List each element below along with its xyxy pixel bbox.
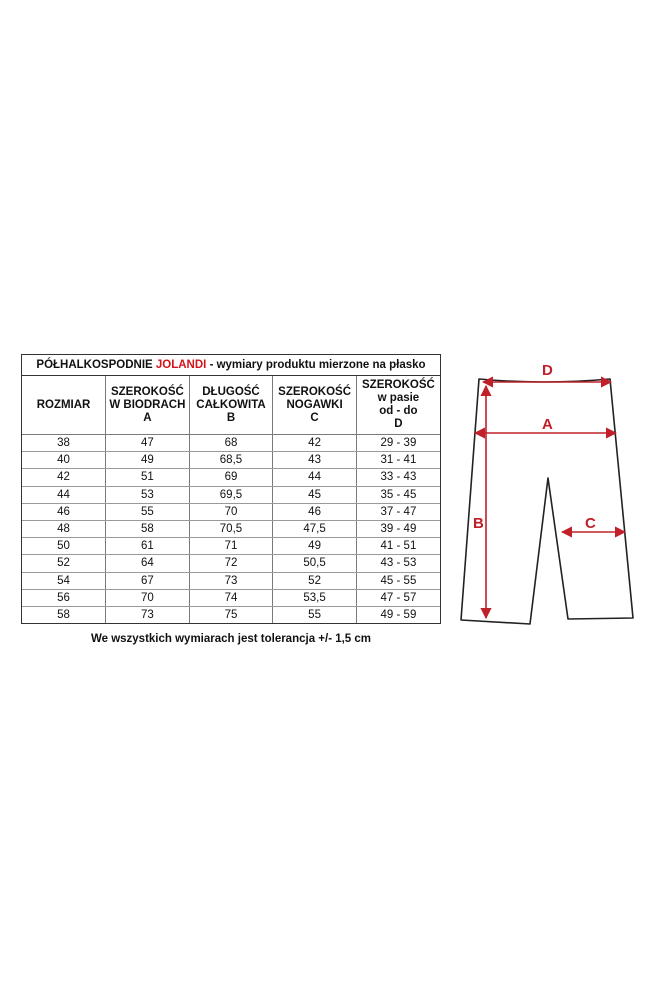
table-cell: 67 bbox=[106, 572, 190, 589]
column-header-line: od - do bbox=[379, 405, 418, 417]
column-header-line: CAŁKOWITA bbox=[196, 398, 266, 411]
table-cell: 31 - 41 bbox=[356, 452, 440, 469]
chart-title bbox=[22, 355, 440, 376]
column-header-line: SZEROKOŚĆ bbox=[110, 385, 184, 398]
table-row bbox=[22, 503, 440, 520]
table-row bbox=[22, 486, 440, 503]
table-cell: 56 bbox=[22, 589, 106, 606]
table-row bbox=[22, 606, 440, 623]
title-prefix: PÓŁHALKOSPODNIE bbox=[36, 359, 156, 371]
table-cell: 46 bbox=[22, 503, 106, 520]
table-cell: 43 bbox=[273, 452, 357, 469]
table-cell: 50 bbox=[22, 538, 106, 555]
table-row bbox=[22, 572, 440, 589]
table-cell: 49 bbox=[273, 538, 357, 555]
column-header-line: A bbox=[143, 411, 152, 424]
table-cell: 29 - 39 bbox=[356, 435, 440, 452]
table-cell: 53 bbox=[106, 486, 190, 503]
table-cell: 46 bbox=[273, 503, 357, 520]
label-b: B bbox=[473, 515, 484, 532]
table-cell: 64 bbox=[106, 555, 190, 572]
table-cell: 72 bbox=[189, 555, 273, 572]
table-cell: 44 bbox=[273, 469, 357, 486]
column-header-2 bbox=[189, 376, 273, 435]
table-cell: 47 bbox=[106, 435, 190, 452]
table-cell: 52 bbox=[22, 555, 106, 572]
trousers-diagram bbox=[445, 354, 650, 639]
column-header-4 bbox=[356, 376, 440, 435]
table-row bbox=[22, 452, 440, 469]
table-row bbox=[22, 469, 440, 486]
table-cell: 58 bbox=[22, 606, 106, 623]
table-cell: 43 - 53 bbox=[356, 555, 440, 572]
table-cell: 50,5 bbox=[273, 555, 357, 572]
table-cell: 42 bbox=[273, 435, 357, 452]
table-cell: 73 bbox=[189, 572, 273, 589]
table-cell: 68,5 bbox=[189, 452, 273, 469]
table-row bbox=[22, 589, 440, 606]
column-header-line: B bbox=[226, 411, 236, 424]
column-header-line: w pasie bbox=[377, 392, 420, 404]
label-d: D bbox=[542, 362, 553, 379]
table-cell: 70,5 bbox=[189, 520, 273, 537]
column-header-line: SZEROKOŚĆ bbox=[278, 385, 351, 398]
table-cell: 71 bbox=[189, 538, 273, 555]
column-header-line: W BIODRACH bbox=[109, 398, 186, 411]
tolerance-note: We wszystkich wymiarach jest tolerancja +/- 1,5 cm bbox=[90, 633, 372, 645]
table-cell: 44 bbox=[22, 486, 106, 503]
table-cell: 54 bbox=[22, 572, 106, 589]
table-cell: 48 bbox=[22, 520, 106, 537]
table-cell: 69,5 bbox=[189, 486, 273, 503]
column-header-line: NOGAWKI bbox=[286, 398, 343, 411]
column-header-line: ROZMIAR bbox=[36, 398, 91, 411]
column-header-3 bbox=[273, 376, 357, 435]
size-table bbox=[22, 376, 440, 623]
table-cell: 53,5 bbox=[273, 589, 357, 606]
table-cell: 70 bbox=[106, 589, 190, 606]
table-cell: 70 bbox=[189, 503, 273, 520]
table-body bbox=[22, 435, 440, 624]
table-cell: 38 bbox=[22, 435, 106, 452]
column-header-line: SZEROKOŚĆ bbox=[362, 379, 435, 391]
title-brand: JOLANDI bbox=[155, 359, 207, 371]
table-cell: 69 bbox=[189, 469, 273, 486]
table-cell: 51 bbox=[106, 469, 190, 486]
label-c: C bbox=[585, 515, 596, 532]
table-cell: 73 bbox=[106, 606, 190, 623]
table-cell: 40 bbox=[22, 452, 106, 469]
table-cell: 49 bbox=[106, 452, 190, 469]
table-cell: 35 - 45 bbox=[356, 486, 440, 503]
table-cell: 75 bbox=[189, 606, 273, 623]
size-chart-table bbox=[21, 354, 441, 624]
table-cell: 58 bbox=[106, 520, 190, 537]
table-cell: 33 - 43 bbox=[356, 469, 440, 486]
table-cell: 41 - 51 bbox=[356, 538, 440, 555]
table-cell: 39 - 49 bbox=[356, 520, 440, 537]
table-cell: 47,5 bbox=[273, 520, 357, 537]
table-cell: 37 - 47 bbox=[356, 503, 440, 520]
table-row bbox=[22, 538, 440, 555]
column-header-0 bbox=[22, 376, 106, 435]
table-cell: 68 bbox=[189, 435, 273, 452]
table-row bbox=[22, 555, 440, 572]
table-cell: 61 bbox=[106, 538, 190, 555]
column-header-line: C bbox=[310, 411, 319, 424]
table-cell: 45 bbox=[273, 486, 357, 503]
table-row bbox=[22, 520, 440, 537]
label-a: A bbox=[542, 416, 553, 433]
table-cell: 52 bbox=[273, 572, 357, 589]
table-cell: 45 - 55 bbox=[356, 572, 440, 589]
table-cell: 47 - 57 bbox=[356, 589, 440, 606]
title-suffix: - wymiary produktu mierzone na płasko bbox=[206, 359, 426, 371]
table-cell: 42 bbox=[22, 469, 106, 486]
table-cell: 55 bbox=[273, 606, 357, 623]
column-header-line: DŁUGOŚĆ bbox=[202, 385, 260, 398]
table-cell: 55 bbox=[106, 503, 190, 520]
table-cell: 49 - 59 bbox=[356, 606, 440, 623]
column-header-1 bbox=[106, 376, 190, 435]
table-row bbox=[22, 435, 440, 452]
table-cell: 74 bbox=[189, 589, 273, 606]
column-header-line: D bbox=[394, 418, 403, 430]
header-row bbox=[22, 376, 440, 435]
